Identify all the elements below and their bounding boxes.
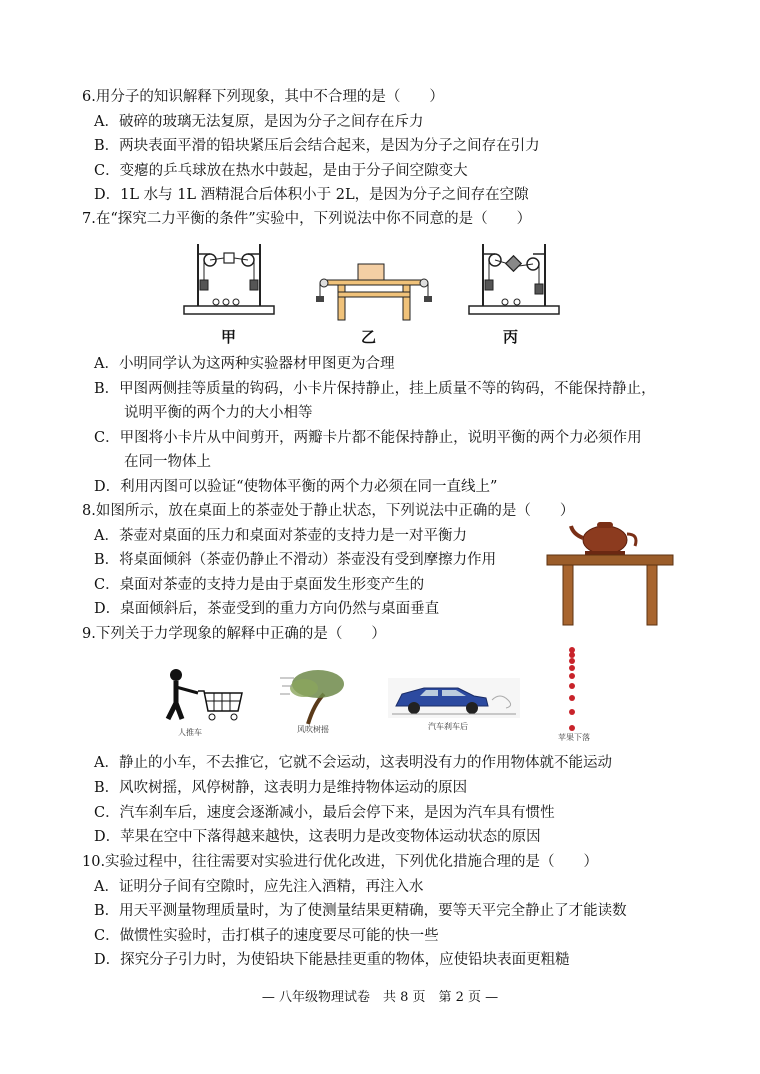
question-10-option-c: C．做惯性实验时，击打棋子的速度要尽可能的快一些 [94, 928, 439, 944]
question-7-option-c: C．甲图将小卡片从中间剪开，两瓣卡片都不能保持静止，说明平衡的两个力必须作用 [94, 430, 642, 446]
figure-label-yi: 乙 [361, 328, 377, 346]
question-7-option-b: B．甲图两侧挂等质量的钩码，小卡片保持静止，挂上质量不等的钩码，不能保持静止， [94, 381, 656, 397]
question-10-stem: 10.实验过程中，往往需要对实验进行优化改进，下列优化措施合理的是（ ） [82, 854, 599, 870]
figure-caption-car-braking: 汽车刹车后 [428, 722, 468, 731]
question-6-option-a: A．破碎的玻璃无法复原，是因为分子之间存在斥力 [94, 114, 424, 130]
question-7-option-d: D．利用丙图可以验证“使物体平衡的两个力必须在同一直线上” [94, 479, 498, 495]
figure-caption-tree-in-wind: 风吹树摇 [297, 725, 329, 734]
figure-jia-apparatus [180, 236, 280, 322]
figure-person-pushing-cart [160, 667, 246, 729]
question-8-option-d: D．桌面倾斜后，茶壶受到的重力方向仍然与桌面垂直 [94, 601, 440, 617]
question-7-option-a: A．小明同学认为这两种实验器材甲图更为合理 [94, 356, 395, 372]
question-8-option-a: A．茶壶对桌面的压力和桌面对茶壶的支持力是一对平衡力 [94, 528, 467, 544]
question-10-option-b: B．用天平测量物理质量时，为了使测量结果更精确，要等天平完全静止了才能读数 [94, 903, 627, 919]
question-9-option-d: D．苹果在空中下落得越来越快，这表明力是改变物体运动状态的原因 [94, 829, 541, 845]
question-9-option-b: B．风吹树摇，风停树静，这表明力是维持物体运动的原因 [94, 780, 468, 796]
question-6-option-c: C．变瘪的乒乓球放在热水中鼓起，是由于分子间空隙变大 [94, 163, 468, 179]
question-6-option-b: B．两块表面平滑的铅块紧压后会结合起来，是因为分子之间存在引力 [94, 138, 540, 154]
figure-label-bing: 丙 [503, 328, 519, 346]
question-9-stem: 9.下列关于力学现象的解释中正确的是（ ） [82, 626, 386, 642]
figure-label-jia: 甲 [221, 328, 237, 346]
question-8-stem: 8.如图所示，放在桌面上的茶壶处于静止状态，下列说法中正确的是（ ） [82, 503, 575, 519]
figure-tree-in-wind [278, 664, 352, 726]
question-7-stem: 7.在“探究二力平衡的条件”实验中，下列说法中你不同意的是（ ） [82, 211, 532, 227]
question-9-option-c: C．汽车刹车后，速度会逐渐减小，最后会停下来，是因为汽车具有惯性 [94, 805, 555, 821]
question-9-option-a: A．静止的小车，不去推它，它就不会运动，这表明没有力的作用物体就不能运动 [94, 755, 612, 771]
question-6-stem: 6.用分子的知识解释下列现象，其中不合理的是（ ） [82, 89, 444, 105]
figure-car-braking [388, 678, 520, 718]
question-10-option-a: A．证明分子间有空隙时，应先注入酒精，再注入水 [94, 879, 424, 895]
page-footer: — 八年级物理试卷 共 8 页 第 2 页 — [261, 990, 499, 1005]
question-8-option-b: B．将桌面倾斜（茶壶仍静止不滑动）茶壶没有受到摩擦力作用 [94, 552, 497, 568]
figure-teapot-on-table [545, 520, 675, 628]
question-7-option-c-cont: 在同一物体上 [124, 454, 211, 470]
question-6-option-d: D．1L 水与 1L 酒精混合后体积小于 2L，是因为分子之间存在空隙 [94, 187, 529, 203]
figure-caption-apple-falling: 苹果下落 [558, 733, 590, 742]
question-7-option-b-cont: 说明平衡的两个力的大小相等 [124, 405, 313, 421]
figure-bing-apparatus [465, 236, 565, 322]
question-10-option-d: D．探究分子引力时，为使铅块下能悬挂更重的物体，应使铅块表面更粗糙 [94, 952, 570, 968]
figure-caption-person-pushing-cart: 人推车 [178, 728, 202, 737]
question-8-option-c: C．桌面对茶壶的支持力是由于桌面发生形变产生的 [94, 577, 425, 593]
figure-yi-table-apparatus [314, 262, 434, 322]
figure-apple-falling [560, 646, 584, 732]
